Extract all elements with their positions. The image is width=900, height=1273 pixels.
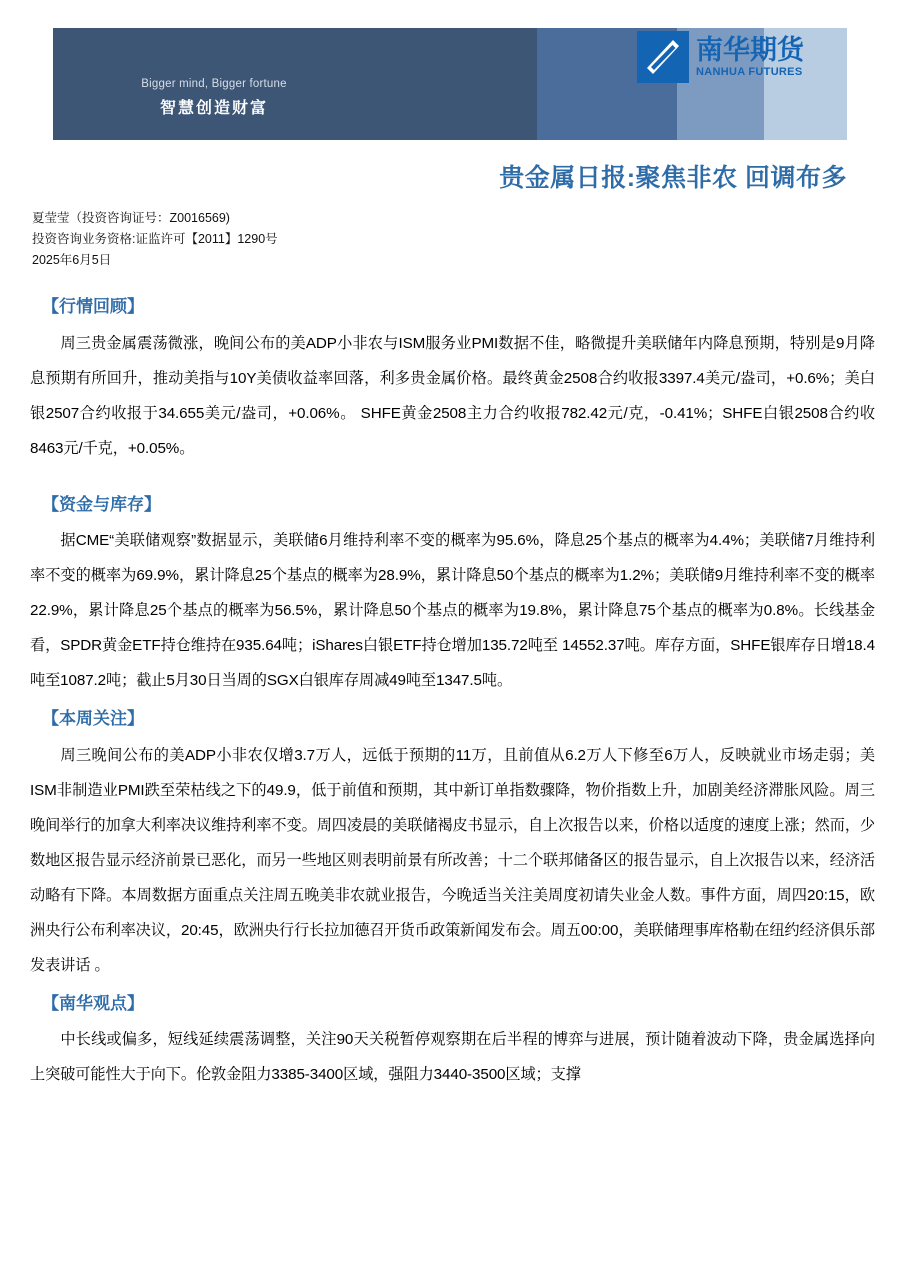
- section-weekly-focus: [30, 706, 875, 983]
- company-slogan: [79, 76, 349, 118]
- section-paragraph: 周三贵金属震荡微涨，晚间公布的美ADP小非农与ISM服务业PMI数据不佳，略微提升美联储年内降息预期，特别是9月降息预期有所回升，推动美指与10Y美债收益率回落，利多贵金属价格。最终黄金2508合约收报3397.4美元/盎司，+0.6%；美白银2507合约收报于34.655美元/盎司，+0.06%。 SHFE黄金2508主力合约收报782.42元/克，-0.41%；SHFE白银2508合约收8463元/千克，+0.05%。: [30, 334, 875, 457]
- publish-date: 2025年6月5日: [32, 253, 112, 267]
- banner-band-dark: [53, 28, 537, 140]
- section-heading: 【南华观点】: [42, 993, 144, 1013]
- section-heading: 【资金与库存】: [42, 494, 161, 514]
- page-title: 贵金属日报:聚焦非农 回调布多: [499, 164, 847, 192]
- section-heading: 【本周关注】: [42, 709, 144, 728]
- section-funds-inventory: [30, 492, 875, 699]
- slogan-english: Bigger mind, Bigger fortune: [141, 77, 287, 90]
- section-paragraph: 中长线或偏多，短线延续震荡调整，关注90天关税暂停观察期在后半程的博弈与进展，预计随着波动下降，贵金属选择向上突破可能性大于向下。伦敦金阻力3385-3400区域，强阻力3440-3500区域；支撑: [30, 1031, 875, 1083]
- company-logo: [637, 28, 804, 86]
- section-market-review: [30, 294, 875, 466]
- logo-name-english: NANHUA FUTURES: [696, 65, 803, 78]
- author-line: 夏莹莹（投资咨询证号：Z0016569): [32, 211, 230, 225]
- nanhua-logo-icon: [637, 31, 689, 83]
- slogan-chinese: 智慧创造财富: [159, 100, 268, 117]
- section-nanhua-view: [30, 991, 875, 1093]
- logo-wordmark: [696, 36, 804, 77]
- section-heading: 【行情回顾】: [42, 297, 144, 316]
- license-line: 投资咨询业务资格:证监许可【2011】1290号: [32, 232, 278, 246]
- document-body: [30, 294, 875, 1092]
- document-meta: [32, 208, 278, 271]
- section-paragraph: 据CME“美联储观察”数据显示，美联储6月维持利率不变的概率为95.6%，降息25个基点的概率为4.4%；美联储7月维持利率不变的概率为69.9%，累计降息25个基点的概率为28.9%，累计降息50个基点的概率为1.2%；美联储9月维持利率不变的概率22.9%，累计降息25个基点的概率为56.5%，累计降息50个基点的概率为19.8%，累计降息75个基点的概率为0.8%。长线基金看，SPDR黄金ETF持仓维持在935.64吨；iShares白银ETF持仓增加135.72吨至 14552.37吨。库存方面，SHFE银库存日增18.4吨至1087.2吨；截止5月30日当周的SGX白银库存周减49吨至1347.5吨。: [30, 532, 875, 689]
- logo-name-chinese: 南华期货: [696, 35, 804, 66]
- section-paragraph: 周三晚间公布的美ADP小非农仅增3.7万人，远低于预期的11万，且前值从6.2万人下修至6万人，反映就业市场走弱；美ISM非制造业PMI跌至荣枯线之下的49.9，低于前值和预期，其中新订单指数骤降，物价指数上升，加剧美经济滞胀风险。周三晚间举行的加拿大利率决议维持利率不变。周四凌晨的美联储褐皮书显示，自上次报告以来，价格以适度的速度上涨；然而，少数地区报告显示经济前景已恶化，而另一些地区则表明前景有所改善；十二个联邦储备区的报告显示，自上次报告以来，经济活动略有下降。本周数据方面重点关注周五晚美非农就业报告，今晚适当关注美周度初请失业金人数。事件方面，周四20:15，欧洲央行公布利率决议，20:45，欧洲央行行长拉加德召开货币政策新闻发布会。周五00:00，美联储理事库格勒在纽约经济俱乐部发表讲话 。: [30, 746, 875, 974]
